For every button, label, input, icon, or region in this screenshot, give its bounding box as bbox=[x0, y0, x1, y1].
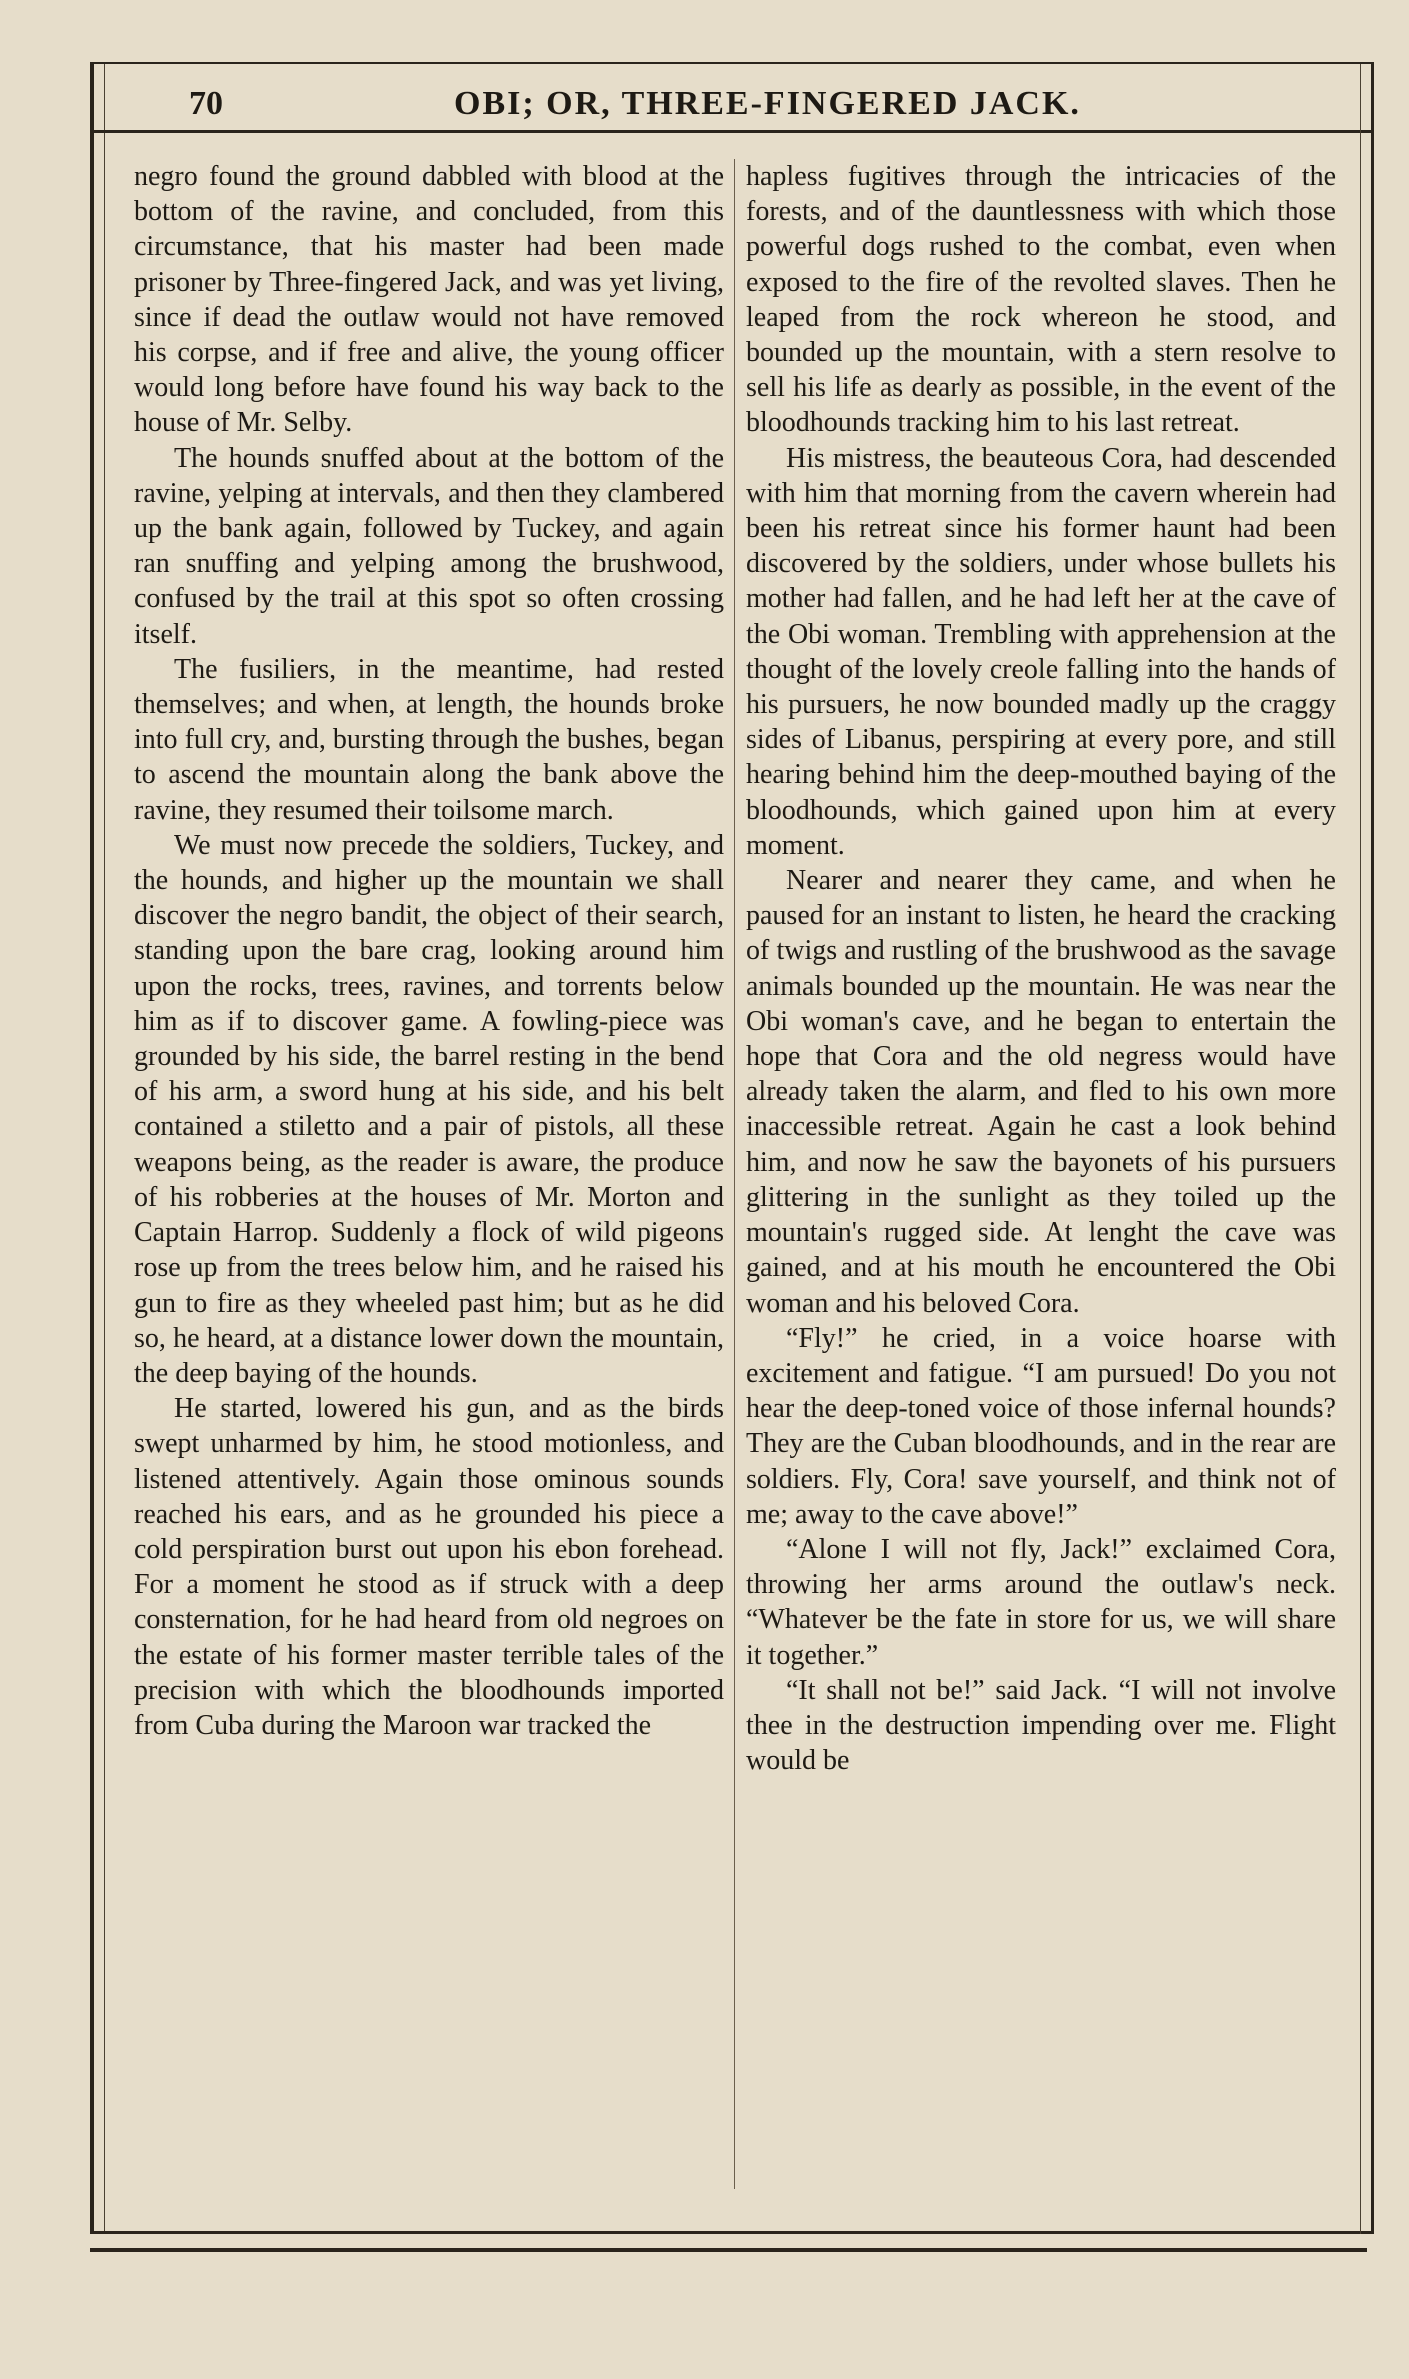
header-rule bbox=[94, 130, 1371, 133]
paragraph: hapless fugitives through the intricacies of the forests, and of the dauntlessness with which those powerful dogs rushed to the combat, even when exposed to the fire of the revolted slaves. Then he leaped from the rock whereon he stood, and bounded up the mountain, with a stern resolve to sell his life as dearly as possible, in the event of the bloodhounds tracking him to his last retreat. bbox=[746, 161, 1336, 439]
left-column bbox=[134, 159, 724, 1743]
paragraph: “Fly!” he cried, in a voice hoarse with excitement and fatigue. “I am pursued! Do you not hear the deep-toned voice of those infernal hounds? They are the Cuban bloodhounds, and in the rear are soldiers. Fly, Cora! save yourself, and think not of me; away to the cave above!” bbox=[746, 1322, 1336, 1530]
running-title: OBI; OR, THREE-FINGERED JACK. bbox=[454, 85, 1081, 122]
paragraph: Nearer and nearer they came, and when he paused for an instant to listen, he heard the cracking of twigs and rustling of the brushwood as the savage animals bounded up the mountain. He was near the Obi woman's cave, and he began to entertain the hope that Cora and the old negress would have already taken the alarm, and fled to his own more inaccessible retreat. Again he cast a look behind him, and now he saw the bayonets of his pursuers glittering in the sunlight as they toiled up the mountain's rugged side. At lenght the cave was gained, and at his mouth he encountered the Obi woman and his beloved Cora. bbox=[746, 865, 1336, 1319]
paragraph: “Alone I will not fly, Jack!” exclaimed Cora, throwing her arms around the outlaw's neck. “Whatever be the fate in store for us, we will share it together.” bbox=[746, 1533, 1336, 1671]
page-number: 70 bbox=[189, 85, 223, 122]
page-frame bbox=[90, 62, 1374, 2234]
page-header bbox=[94, 79, 1371, 129]
paragraph: His mistress, the beauteous Cora, had descended with him that morning from the cavern wherein had been his retreat since his former haunt had been discovered by the soldiers, under whose bullets his mother had fallen, and he had left her at the cave of the Obi woman. Trembling with apprehension at the thought of the lovely creole falling into the hands of his pursuers, he now bounded madly up the craggy sides of Libanus, perspiring at every pore, and still hearing behind him the deep-mouthed baying of the bloodhounds, which gained upon him at every moment. bbox=[746, 442, 1336, 861]
paragraph: negro found the ground dabbled with blood at the bottom of the ravine, and concluded, from this circumstance, that his master had been made prisoner by Three-fingered Jack, and was yet living, since if dead the outlaw would not have removed his corpse, and if free and alive, the young officer would long before have found his way back to the house of Mr. Selby. bbox=[134, 161, 724, 439]
paragraph: He started, lowered his gun, and as the birds swept unharmed by him, he stood motionless, and listened attentively. Again those ominous sounds reached his ears, and as he grounded his piece a cold perspiration burst out upon his ebon forehead. For a moment he stood as if struck with a deep consternation, for he had heard from old negroes on the estate of his former master terrible tales of the precision with which the bloodhounds imported from Cuba during the Maroon war tracked the bbox=[134, 1393, 724, 1741]
paragraph: The hounds snuffed about at the bottom of the ravine, yelping at intervals, and then they clambered up the bank again, followed by Tuckey, and again ran snuffing and yelping among the brushwood, confused by the trail at this spot so often crossing itself. bbox=[134, 442, 724, 650]
bottom-rule bbox=[90, 2248, 1367, 2252]
footer-rule bbox=[94, 2231, 1371, 2234]
paragraph: “It shall not be!” said Jack. “I will not involve thee in the destruction impending over me. Flight would be bbox=[746, 1674, 1336, 1777]
paragraph: We must now precede the soldiers, Tuckey, and the hounds, and higher up the mountain we shall discover the negro bandit, the object of their search, standing upon the bare crag, looking around him upon the rocks, trees, ravines, and torrents below him as if to discover game. A fowling-piece was grounded by his side, the barrel resting in the bend of his arm, a sword hung at his side, and his belt contained a stiletto and a pair of pistols, all these weapons being, as the reader is aware, the produce of his robberies at the houses of Mr. Morton and Captain Harrop. Suddenly a flock of wild pigeons rose up from the trees below him, and he raised his gun to fire as they wheeled past him; but as he did so, he heard, at a distance lower down the mountain, the deep baying of the hounds. bbox=[134, 829, 724, 1389]
column-divider bbox=[734, 159, 735, 2189]
paragraph: The fusiliers, in the meantime, had rested themselves; and when, at length, the hounds broke into full cry, and, bursting through the bushes, began to ascend the mountain along the bank above the ravine, they resumed their toilsome march. bbox=[134, 653, 724, 826]
right-column bbox=[746, 159, 1336, 1778]
